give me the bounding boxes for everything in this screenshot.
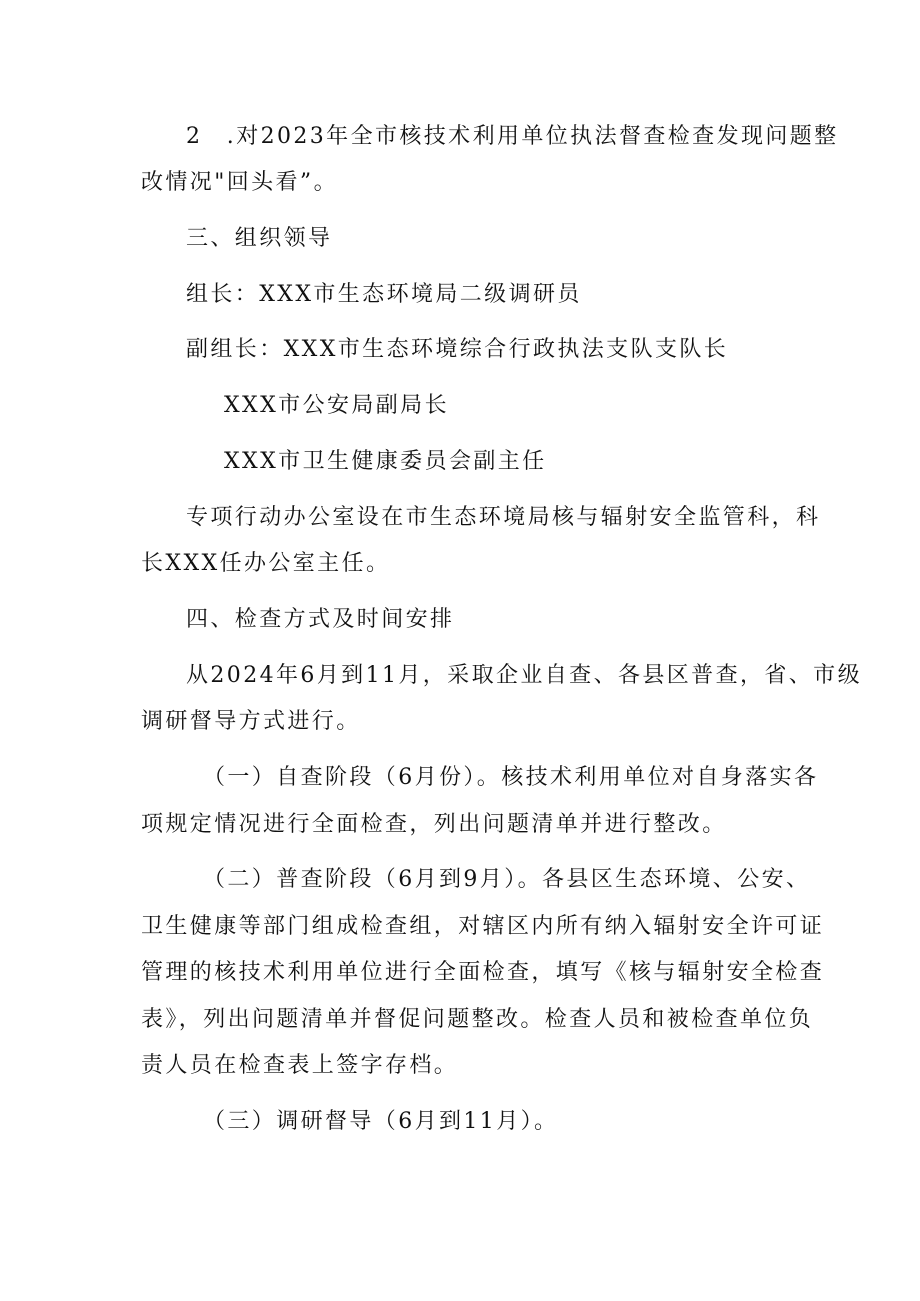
paragraph-line: （二）普查阶段（6月到9月）。各县区生态环境、公安、 [203,867,811,892]
paragraph-line: （三）调研督导（6月到11月）。 [203,1109,559,1134]
paragraph-line: 组长：XXX市生态环境局二级调研员 [186,282,582,307]
paragraph-line: 卫生健康等部门组成检查组，对辖区内所有纳入辐射安全许可证 [141,914,825,939]
paragraph-line: 责人员在检查表上签字存档。 [141,1053,459,1078]
paragraph-line: 管理的核技术利用单位进行全面检查，填写《核与辐射安全检查 [141,960,825,985]
paragraph-line: XXX市卫生健康委员会副主任 [224,449,547,474]
paragraph-line: 长XXX任办公室主任。 [141,551,391,576]
paragraph-line: 表》，列出问题清单并督促问题整改。检查人员和被检查单位负 [141,1007,814,1032]
paragraph-line: XXX市公安局副局长 [224,393,449,418]
section-heading: 四、检查方式及时间安排 [186,607,455,632]
paragraph-line: 2 .对2023年全市核技术利用单位执法督查检查发现问题整 [186,124,839,149]
paragraph-line: 专项行动办公室设在市生态环境局核与辐射安全监管科，科 [186,505,821,530]
paragraph-line: 从2024年6月到11月，采取企业自查、各县区普查，省、市级 [186,663,862,688]
section-heading: 三、组织领导 [186,226,333,251]
paragraph-line: 副组长：XXX市生态环境综合行政执法支队支队长 [186,337,729,362]
paragraph-line: 改情况"回头看”。 [141,170,338,195]
paragraph-line: 项规定情况进行全面检查，列出问题清单并进行整改。 [141,812,727,837]
paragraph-line: 调研督导方式进行。 [141,709,361,734]
paragraph-line: （一）自查阶段（6月份）。核技术利用单位对自身落实各 [203,765,819,790]
